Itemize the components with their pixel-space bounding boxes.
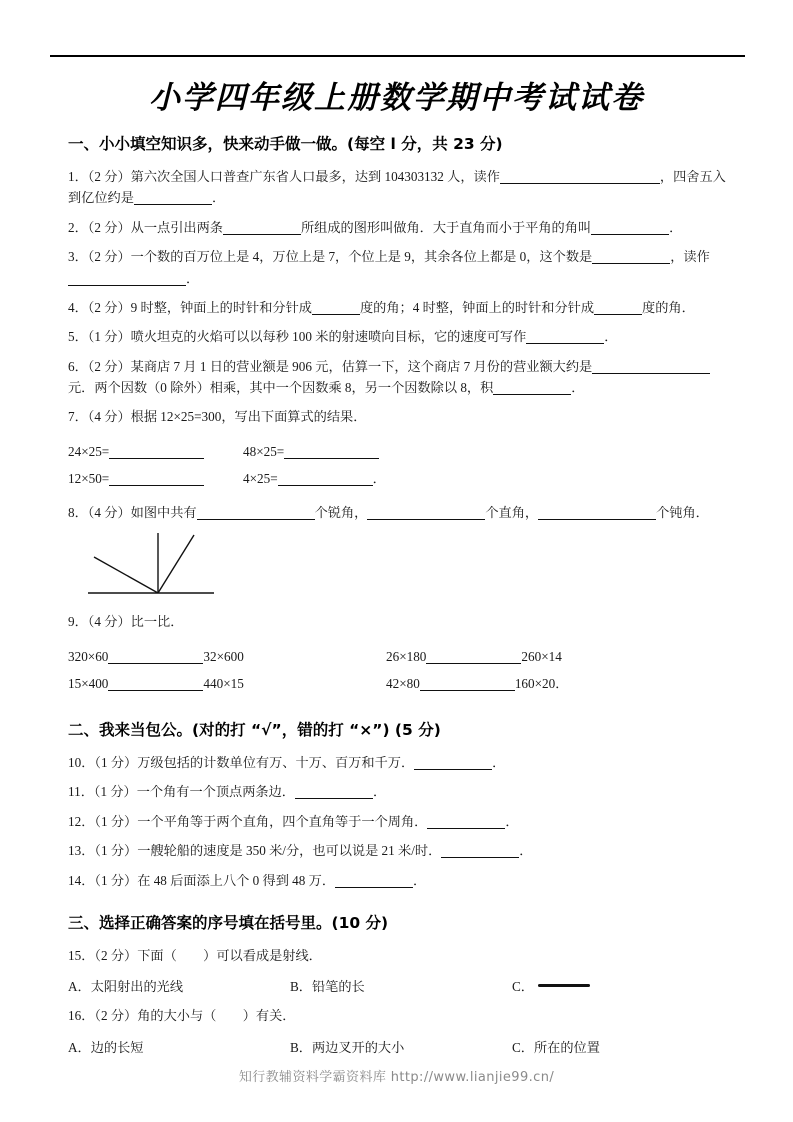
question-9-stem: 9．（4 分）比一比． <box>68 614 184 630</box>
calc-cell <box>68 465 243 492</box>
question-4-text-a: 4．（2 分）9 时整，钟面上的时针和分针成 <box>68 299 312 315</box>
question-1-text-a: 1．（2 分）第六次全国人口普查广东省人口最多，达到 104303132 人，读作 <box>68 169 500 184</box>
question-10 <box>68 752 728 773</box>
answer-blank[interactable] <box>68 272 186 286</box>
question-4-text-b: 度的角；4 时整，钟面上的时针和分针成 <box>359 299 595 315</box>
calc-cell <box>68 438 243 465</box>
compare-left: 320×60 <box>68 648 109 664</box>
question-11-text-a: 11．（1 分）一个角有一个顶点两条边． <box>68 784 295 800</box>
question-1-text-c: ． <box>211 190 226 206</box>
calc-trailing: ． <box>372 470 386 486</box>
calc-row <box>68 438 728 465</box>
question-11-text-b: ． <box>373 784 387 800</box>
question-15-stem: 15．（2 分）下面（ ）可以看成是射线． <box>68 947 322 963</box>
question-6-text-c: ． <box>571 380 585 395</box>
question-8-text-d: 个钝角． <box>656 504 709 520</box>
option-b[interactable]: B．铅笔的长 <box>290 979 365 995</box>
compare-row <box>68 643 728 671</box>
answer-blank[interactable] <box>109 445 204 459</box>
option-a[interactable]: A．边的长短 <box>68 1039 144 1055</box>
question-5 <box>68 326 728 347</box>
header-divider <box>50 55 745 57</box>
question-6-text-b: 元．两个因数（0 除外）相乘，其中一个因数乘 8，另一个因数除以 8，积 <box>68 380 494 395</box>
calc-expr: 24×25= <box>68 443 110 459</box>
exam-content <box>68 132 728 1066</box>
question-12 <box>68 811 728 832</box>
question-8 <box>68 502 728 523</box>
answer-blank[interactable] <box>592 250 670 264</box>
question-15-options <box>68 976 728 997</box>
question-14 <box>68 870 728 891</box>
question-5-text-b: ． <box>604 329 618 345</box>
answer-blank[interactable] <box>312 301 360 315</box>
question-6-text-a: 6．（2 分）某商店 7 月 1 日的营业额是 906 元，估算一下，这个商店 7 月份的营业额大约是 <box>68 358 593 374</box>
compare-left: 42×80 <box>386 676 420 692</box>
option-c-label: C． <box>512 979 534 995</box>
answer-blank[interactable] <box>420 677 515 691</box>
question-3-text-b: ，读作 <box>670 249 710 265</box>
section-heading-2: 二、我来当包公。(对的打 “√”，错的打 “×”) (5 分) <box>68 721 441 740</box>
answer-blank[interactable] <box>493 381 571 395</box>
compare-left: 26×180 <box>386 648 427 664</box>
question-3-text-a: 3．（2 分）一个数的百万位上是 4，万位上是 7，个位上是 9，其余各位上都是 0，这个数是 <box>68 249 593 265</box>
calc-cell <box>243 465 418 492</box>
question-2-text-b: 所组成的图形叫做角．大于直角而小于平角的角叫 <box>300 219 592 235</box>
question-16 <box>68 1005 728 1026</box>
question-5-text-a: 5．（1 分）喷火坦克的火焰可以以每秒 100 米的射速喷向目标，它的速度可写作 <box>68 329 527 345</box>
answer-blank[interactable] <box>592 360 710 374</box>
question-16-stem: 16．（2 分）角的大小与（ ）有关． <box>68 1008 296 1024</box>
question-7-stem: 7．（4 分）根据 12×25=300，写出下面算式的结果． <box>68 409 367 425</box>
question-11 <box>68 781 728 802</box>
compare-right: 32×600 <box>203 648 244 664</box>
compare-left: 15×400 <box>68 676 109 692</box>
answer-blank[interactable] <box>278 472 373 486</box>
question-9 <box>68 611 728 632</box>
answer-blank[interactable] <box>591 221 669 235</box>
compare-right: 440×15 <box>203 676 244 692</box>
question-10-text-b: ． <box>492 755 506 771</box>
angle-diagram-svg <box>76 531 276 601</box>
question-4-text-c: 度的角． <box>642 299 695 315</box>
answer-blank[interactable] <box>441 844 519 858</box>
question-13-text-a: 13．（1 分）一艘轮船的速度是 350 米/分，也可以说是 21 米/时． <box>68 843 442 859</box>
calc-expr: 12×50= <box>68 470 110 486</box>
question-4 <box>68 297 728 318</box>
question-2-text-c: ． <box>669 219 683 235</box>
answer-blank[interactable] <box>134 191 212 205</box>
question-3-text-c: ． <box>186 270 200 286</box>
question-1-text-b: ，四舍五入到亿位约是 <box>68 169 726 206</box>
compare-right: 160×20． <box>514 676 569 692</box>
question-16-options <box>68 1037 728 1058</box>
question-13 <box>68 840 728 861</box>
answer-blank[interactable] <box>538 506 656 520</box>
question-7 <box>68 406 728 427</box>
question-2-text-a: 2．（2 分）从一点引出两条 <box>68 219 223 235</box>
answer-blank[interactable] <box>426 650 521 664</box>
question-3 <box>68 246 728 289</box>
footer-watermark: 知行教辅资料学霸资料库 http://www.lianjie99.cn/ <box>238 1070 555 1085</box>
compare-right: 260×14 <box>521 648 562 664</box>
option-c[interactable]: C．所在的位置 <box>512 1039 600 1055</box>
answer-blank[interactable] <box>594 301 642 315</box>
compare-cell <box>68 643 386 671</box>
ray-segment-icon <box>538 984 590 987</box>
angle-ray-upper-right <box>158 535 194 593</box>
answer-blank[interactable] <box>367 506 485 520</box>
angle-ray-upper-left <box>94 557 158 593</box>
calc-expr: 48×25= <box>243 443 285 459</box>
answer-blank[interactable] <box>284 445 379 459</box>
section-heading-1: 一、小小填空知识多，快来动手做一做。(每空 l 分，共 23 分) <box>68 135 503 153</box>
compare-row <box>68 670 728 698</box>
compare-cell <box>68 670 386 698</box>
question-8-text-c: 个直角， <box>485 504 539 520</box>
answer-blank[interactable] <box>223 221 301 235</box>
calc-expr: 4×25= <box>243 470 278 486</box>
compare-cell <box>386 643 704 671</box>
question-9-compare-grid <box>68 643 728 698</box>
answer-blank[interactable] <box>295 785 373 799</box>
question-13-text-b: ． <box>519 843 533 859</box>
option-b[interactable]: B．两边叉开的大小 <box>290 1039 405 1055</box>
calc-row <box>68 465 728 492</box>
page-title: 小学四年级上册数学期中考试试卷 <box>149 80 644 115</box>
section-heading-3: 三、选择正确答案的序号填在括号里。(10 分) <box>68 913 389 932</box>
answer-blank[interactable] <box>109 472 204 486</box>
question-2 <box>68 217 728 238</box>
question-1 <box>68 166 728 209</box>
question-6 <box>68 356 728 399</box>
compare-cell <box>386 670 704 698</box>
answer-blank[interactable] <box>414 756 492 770</box>
question-14-text-b: ． <box>413 872 427 888</box>
question-8-text-a: 8．（4 分）如图中共有 <box>68 504 197 520</box>
answer-blank[interactable] <box>500 170 660 184</box>
angle-diagram <box>76 531 276 601</box>
question-12-text-b: ． <box>505 813 519 829</box>
question-15 <box>68 945 728 966</box>
answer-blank[interactable] <box>108 650 203 664</box>
question-12-text-a: 12．（1 分）一个平角等于两个直角，四个直角等于一个周角． <box>68 813 428 829</box>
question-8-text-b: 个锐角， <box>314 504 368 520</box>
question-14-text-a: 14．（1 分）在 48 后面添上八个 0 得到 48 万． <box>68 872 336 888</box>
option-c[interactable] <box>512 976 590 997</box>
answer-blank[interactable] <box>197 506 315 520</box>
question-7-calc-grid <box>68 438 728 492</box>
calc-cell <box>243 438 418 465</box>
option-a[interactable]: A．太阳射出的光线 <box>68 979 184 995</box>
question-10-text-a: 10．（1 分）万级包括的计数单位有万、十万、百万和千万． <box>68 755 415 771</box>
answer-blank[interactable] <box>526 330 604 344</box>
answer-blank[interactable] <box>108 677 203 691</box>
answer-blank[interactable] <box>335 874 413 888</box>
answer-blank[interactable] <box>427 815 505 829</box>
